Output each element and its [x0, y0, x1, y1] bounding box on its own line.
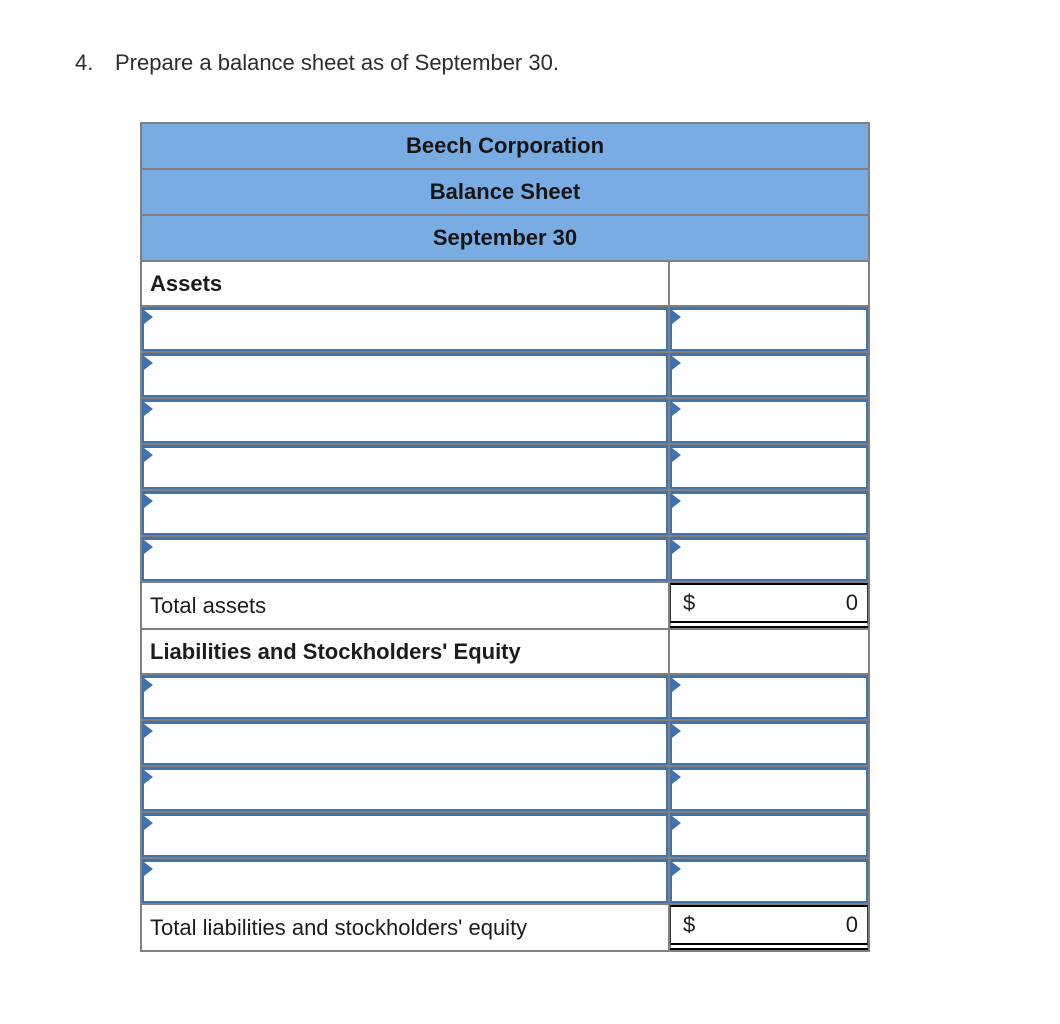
asset-input-row: [141, 490, 869, 536]
liability-account-title-dropdown[interactable]: [142, 675, 668, 719]
dropdown-flag-icon: [144, 356, 153, 370]
liability-input-row: [141, 766, 869, 812]
dropdown-flag-icon: [144, 494, 153, 508]
dropdown-flag-icon: [672, 770, 681, 784]
asset-account-title-dropdown[interactable]: [142, 445, 668, 489]
currency-symbol: $: [683, 590, 696, 615]
assets-heading-row: [141, 261, 869, 306]
assets-heading: Assets: [141, 261, 669, 306]
total-liabilities-row: [141, 904, 869, 951]
dropdown-flag-icon: [672, 494, 681, 508]
dropdown-flag-icon: [672, 356, 681, 370]
liability-input-row: [141, 858, 869, 904]
liability-amount-dropdown[interactable]: [670, 675, 868, 719]
liability-amount-dropdown[interactable]: [670, 813, 868, 857]
total-liabilities-label: Total liabilities and stockholders' equity: [141, 904, 669, 951]
dropdown-flag-icon: [144, 724, 153, 738]
total-assets-row: [141, 582, 869, 629]
liability-input-row: [141, 812, 869, 858]
total-liabilities-value: [670, 905, 868, 950]
liabilities-total: [141, 904, 869, 951]
dropdown-flag-icon: [672, 862, 681, 876]
instruction-text: Prepare a balance sheet as of September 30.: [115, 50, 559, 75]
liabilities-heading: Liabilities and Stockholders' Equity: [141, 629, 669, 674]
instruction-number: 4.: [75, 50, 94, 75]
statement-title: Balance Sheet: [141, 169, 869, 215]
asset-account-title-dropdown[interactable]: [142, 491, 668, 535]
company-name-row: [141, 123, 869, 169]
asset-account-title-dropdown[interactable]: [142, 537, 668, 581]
dropdown-flag-icon: [144, 310, 153, 324]
asset-input-row: [141, 444, 869, 490]
liabilities-input-rows: [141, 674, 869, 904]
liability-account-title-dropdown[interactable]: [142, 721, 668, 765]
asset-amount-dropdown[interactable]: [670, 537, 868, 581]
company-name: Beech Corporation: [141, 123, 869, 169]
assets-total: [141, 582, 869, 629]
asset-account-title-dropdown[interactable]: [142, 399, 668, 443]
liability-account-title-dropdown[interactable]: [142, 859, 668, 903]
dropdown-flag-icon: [144, 770, 153, 784]
total-liabilities-amount: 0: [845, 912, 858, 937]
instruction-line: [75, 50, 559, 76]
assets-section-heading: [141, 261, 869, 306]
dropdown-flag-icon: [672, 816, 681, 830]
assets-input-rows: [141, 306, 869, 582]
dropdown-flag-icon: [672, 678, 681, 692]
dropdown-flag-icon: [144, 448, 153, 462]
liability-input-row: [141, 674, 869, 720]
liability-account-title-dropdown[interactable]: [142, 813, 668, 857]
liabilities-section-heading: [141, 629, 869, 674]
dropdown-flag-icon: [672, 448, 681, 462]
assets-heading-amount-cell: [669, 261, 869, 306]
asset-input-row: [141, 536, 869, 582]
asset-input-row: [141, 352, 869, 398]
dropdown-flag-icon: [672, 540, 681, 554]
asset-amount-dropdown[interactable]: [670, 445, 868, 489]
total-assets-value: [670, 583, 868, 628]
asset-amount-dropdown[interactable]: [670, 491, 868, 535]
statement-title-row: [141, 169, 869, 215]
asset-account-title-dropdown[interactable]: [142, 353, 668, 397]
liability-account-title-dropdown[interactable]: [142, 767, 668, 811]
statement-header: [141, 123, 869, 261]
dropdown-flag-icon: [672, 310, 681, 324]
dropdown-flag-icon: [144, 862, 153, 876]
asset-amount-dropdown[interactable]: [670, 399, 868, 443]
liability-input-row: [141, 720, 869, 766]
dropdown-flag-icon: [672, 402, 681, 416]
liability-amount-dropdown[interactable]: [670, 767, 868, 811]
liabilities-heading-row: [141, 629, 869, 674]
asset-amount-dropdown[interactable]: [670, 307, 868, 351]
asset-account-title-dropdown[interactable]: [142, 307, 668, 351]
statement-date-row: [141, 215, 869, 261]
statement-date: September 30: [141, 215, 869, 261]
dropdown-flag-icon: [144, 540, 153, 554]
currency-symbol: $: [683, 912, 696, 937]
asset-amount-dropdown[interactable]: [670, 353, 868, 397]
dropdown-flag-icon: [144, 402, 153, 416]
total-assets-label: Total assets: [141, 582, 669, 629]
liabilities-heading-amount-cell: [669, 629, 869, 674]
liability-amount-dropdown[interactable]: [670, 859, 868, 903]
asset-input-row: [141, 306, 869, 352]
dropdown-flag-icon: [672, 724, 681, 738]
balance-sheet-table: [140, 122, 870, 952]
dropdown-flag-icon: [144, 678, 153, 692]
dropdown-flag-icon: [144, 816, 153, 830]
total-assets-amount: 0: [845, 590, 858, 615]
asset-input-row: [141, 398, 869, 444]
liability-amount-dropdown[interactable]: [670, 721, 868, 765]
